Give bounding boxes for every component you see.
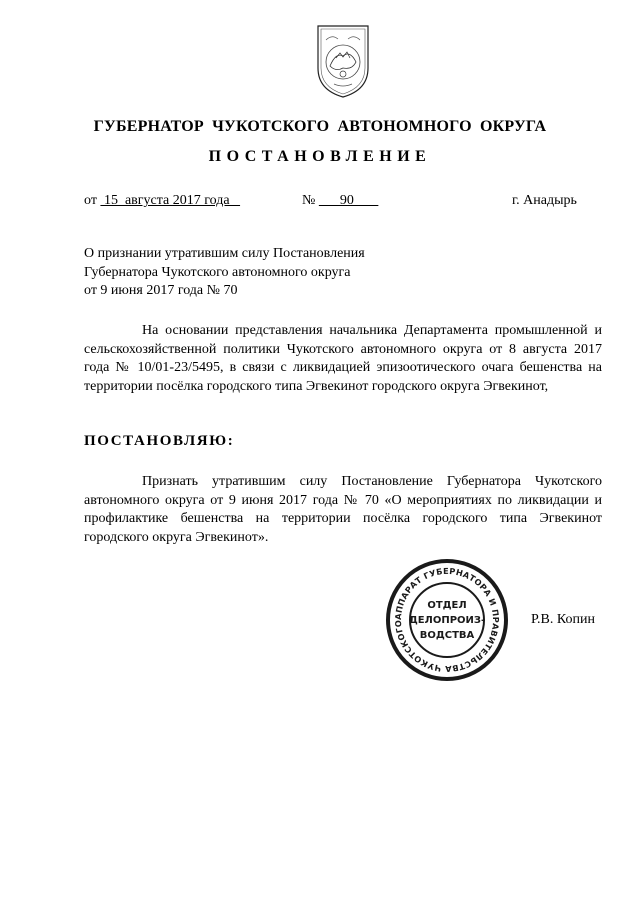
- date-block: [84, 192, 240, 210]
- subject-line: О признании утратившим силу Постановления: [84, 246, 365, 261]
- date-value: 15 августа 2017 года: [100, 193, 241, 208]
- office-stamp: [385, 558, 509, 682]
- document-type: ПОСТАНОВЛЕНИЕ: [208, 148, 432, 165]
- number-value: 90: [318, 193, 379, 208]
- stamp-ring-text: АППАРАТ ГУБЕРНАТОРА И ПРАВИТЕЛЬСТВА ЧУКОТСКОГО: [392, 565, 502, 675]
- stamp-center-line: ОТДЕЛ: [427, 600, 467, 611]
- place: г. Анадырь: [512, 193, 577, 208]
- stamp-center-line: ДЕЛОПРОИЗ-: [408, 615, 486, 626]
- signatory-name: Р.В. Копин: [531, 612, 595, 627]
- number-block: [302, 192, 378, 210]
- document-subject: [84, 245, 404, 301]
- stamp-center-line: ВОДСТВА: [419, 630, 475, 641]
- resolution-paragraph: Признать утратившим силу Постановление Губернатора Чукотского автономного округа от 9 июня 2017 года № 70 «О мероприятиях по ликвидации и профилактике бешенства на территории посёлка городского типа Эгвекинот городского округа Эгвекинот».: [84, 474, 602, 545]
- date-prefix: от: [84, 193, 97, 208]
- preamble-paragraph: На основании представления начальника Департамента промышленной и сельскохозяйственной политики Чукотского автономного округа от 8 августа 2017 года № 10/01-23/5495, в связи с ликвидацией эпизоотического очага бешенства на территории посёлка городского типа Эгвекинот городского округа Эгвекинот,: [84, 323, 602, 394]
- subject-line: от 9 июня 2017 года № 70: [84, 283, 238, 298]
- subject-line: Губернатора Чукотского автономного округа: [84, 264, 351, 280]
- number-sign: №: [302, 193, 316, 208]
- document-title: ГУБЕРНАТОР ЧУКОТСКОГО АВТОНОМНОГО ОКРУГА: [93, 118, 547, 135]
- decree-word: ПОСТАНОВЛЯЮ:: [84, 433, 235, 449]
- coat-of-arms-icon: [312, 22, 374, 100]
